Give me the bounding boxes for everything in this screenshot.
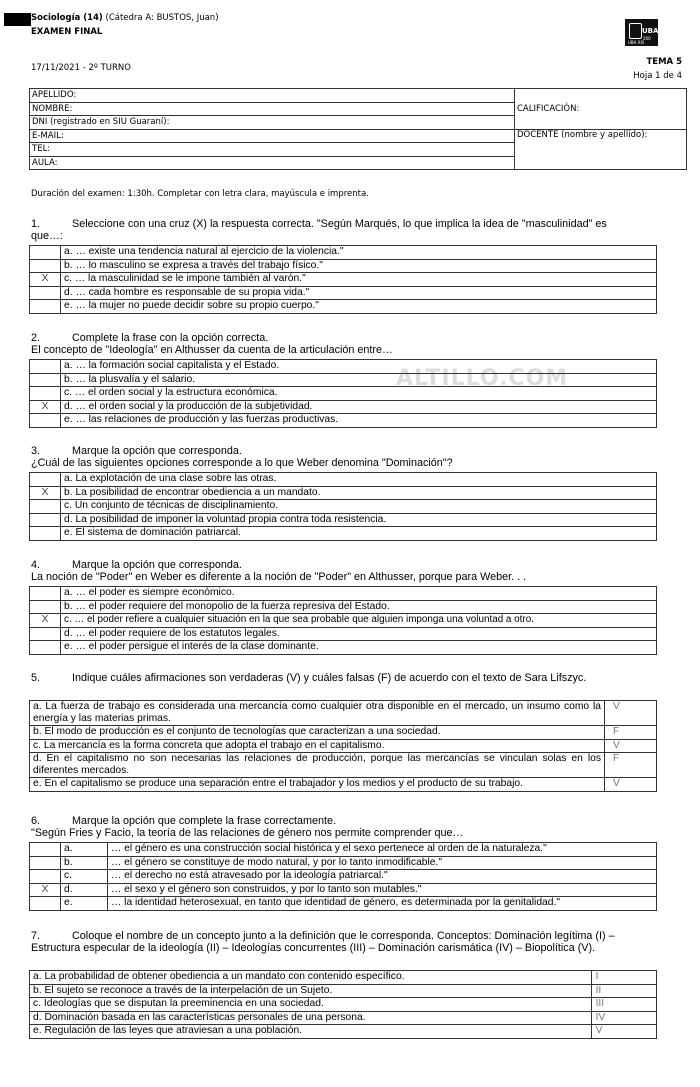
option-row[interactable] bbox=[30, 897, 657, 911]
option-row[interactable] bbox=[30, 883, 657, 897]
redacted-block bbox=[4, 13, 31, 26]
statement-row bbox=[30, 778, 657, 792]
true-false-answer[interactable]: F bbox=[605, 726, 657, 740]
logo-bottom: UBA XXI bbox=[628, 40, 645, 45]
option-letter: b. bbox=[61, 856, 108, 870]
option-letter: e. bbox=[61, 897, 108, 911]
uba-logo bbox=[625, 19, 658, 46]
question-number: 7. bbox=[31, 930, 41, 942]
q5-statements bbox=[29, 700, 657, 792]
statement-text: d. En el capitalismo no son necesarias las relaciones de producción, porque las mercancías se vinculan solas en los diferentes mercados. bbox=[30, 753, 605, 778]
option-letter: c. bbox=[61, 870, 108, 884]
q2-options bbox=[29, 359, 657, 428]
option-row[interactable] bbox=[30, 870, 657, 884]
answer-mark[interactable]: X bbox=[30, 273, 61, 287]
answer-mark[interactable] bbox=[30, 473, 61, 487]
option-text: d. … el poder requiere de los estatutos legales. bbox=[61, 627, 657, 641]
answer-mark[interactable]: X bbox=[30, 400, 61, 414]
option-row[interactable] bbox=[30, 286, 657, 300]
concept-answer[interactable]: II bbox=[591, 984, 656, 998]
question-7 bbox=[31, 930, 691, 954]
true-false-answer[interactable]: V bbox=[605, 739, 657, 753]
option-row[interactable] bbox=[30, 400, 657, 414]
apellido-field[interactable]: APELLIDO: bbox=[30, 89, 515, 103]
q4-options bbox=[29, 586, 657, 655]
statement-text: a. La fuerza de trabajo es considerada una mercancía como cualquier otra disponible en el mercado, un insumo como la energía y las materias primas. bbox=[30, 701, 605, 726]
definition-row bbox=[30, 984, 657, 998]
answer-mark[interactable] bbox=[30, 414, 61, 428]
option-row[interactable] bbox=[30, 486, 657, 500]
dni-field[interactable]: DNI (registrado en SIU Guaraní): bbox=[30, 116, 515, 130]
option-row[interactable] bbox=[30, 600, 657, 614]
exam-type: EXAMEN FINAL bbox=[31, 27, 103, 37]
option-row[interactable] bbox=[30, 843, 657, 857]
course-title bbox=[31, 13, 219, 23]
q1-options bbox=[29, 245, 657, 314]
question-4 bbox=[31, 559, 671, 583]
option-text: d. … el orden social y la producción de la subjetividad. bbox=[61, 400, 657, 414]
option-text: … la identidad heterosexual, en tanto que identidad de género, es determinada por la genitalidad." bbox=[108, 897, 657, 911]
logo-sub: 200 bbox=[643, 36, 651, 41]
answer-mark[interactable] bbox=[30, 300, 61, 314]
true-false-answer[interactable]: F bbox=[605, 753, 657, 778]
email-field[interactable]: E-MAIL: bbox=[30, 129, 515, 143]
option-text: b. La posibilidad de encontrar obediencia a un mandato. bbox=[61, 486, 657, 500]
definition-text: b. El sujeto se reconoce a través de la interpelación de un Sujeto. bbox=[30, 984, 592, 998]
option-text: … el derecho no está atravesado por la ideología patriarcal." bbox=[108, 870, 657, 884]
option-row[interactable] bbox=[30, 614, 657, 628]
option-row[interactable] bbox=[30, 500, 657, 514]
option-text: … el género es una construcción social histórica y el sexo pertenece al orden de la naturaleza." bbox=[108, 843, 657, 857]
option-row[interactable] bbox=[30, 373, 657, 387]
question-text: Complete la frase con la opción correcta. bbox=[72, 332, 269, 344]
option-text: c. … el orden social y la estructura económica. bbox=[61, 387, 657, 401]
answer-mark[interactable] bbox=[30, 897, 61, 911]
question-number: 6. bbox=[31, 815, 41, 827]
option-row[interactable] bbox=[30, 641, 657, 655]
question-text: Seleccione con una cruz (X) la respuesta correcta. "Según Marqués, lo que implica la idea de "masculinidad" es bbox=[72, 218, 607, 230]
question-text: Marque la opción que corresponda. bbox=[72, 445, 242, 457]
answer-mark[interactable] bbox=[30, 843, 61, 857]
concept-answer[interactable]: V bbox=[591, 1025, 656, 1039]
answer-mark[interactable] bbox=[30, 856, 61, 870]
option-row[interactable] bbox=[30, 856, 657, 870]
answer-mark[interactable]: X bbox=[30, 614, 61, 628]
exam-date: 17/11/2021 - 2º TURNO bbox=[31, 63, 131, 73]
option-row[interactable] bbox=[30, 513, 657, 527]
question-text-cont: "Según Fries y Facio, la teoría de las relaciones de género nos permite comprender que… bbox=[31, 827, 464, 839]
question-6 bbox=[31, 815, 671, 839]
page-count: Hoja 1 de 4 bbox=[633, 71, 682, 81]
question-number: 5. bbox=[31, 672, 41, 684]
statement-row bbox=[30, 753, 657, 778]
option-text: b. … la plusvalía y el salario. bbox=[61, 373, 657, 387]
question-text-cont: La noción de "Poder" en Weber es diferente a la noción de "Poder" en Althusser, porque para Weber. . . bbox=[31, 571, 527, 583]
option-text: c. Un conjunto de técnicas de disciplinamiento. bbox=[61, 500, 657, 514]
statement-text: b. El modo de producción es el conjunto de tecnologías que caracterizan a una sociedad. bbox=[30, 726, 605, 740]
option-row[interactable] bbox=[30, 587, 657, 601]
aula-field[interactable]: AULA: bbox=[30, 156, 515, 170]
tel-field[interactable]: TEL: bbox=[30, 143, 515, 157]
watermark: ALTILLO.COM bbox=[396, 366, 569, 391]
answer-mark[interactable] bbox=[30, 360, 61, 374]
option-letter: d. bbox=[61, 883, 108, 897]
docente-field[interactable]: DOCENTE (nombre y apellido): bbox=[515, 129, 687, 170]
catedra: (Cátedra A: BUSTOS, Juan) bbox=[105, 13, 219, 23]
exam-duration: Duración del examen: 1:30h. Completar con letra clara, mayúscula e imprenta. bbox=[31, 189, 369, 199]
option-row[interactable] bbox=[30, 273, 657, 287]
option-text: a. … la formación social capitalista y el Estado. bbox=[61, 360, 657, 374]
definition-text: d. Dominación basada en las características personales de una persona. bbox=[30, 1011, 592, 1025]
definition-text: e. Regulación de las leyes que atraviesan a una población. bbox=[30, 1025, 592, 1039]
concept-answer[interactable]: III bbox=[591, 998, 656, 1012]
answer-mark[interactable] bbox=[30, 527, 61, 541]
option-text: b. … el poder requiere del monopolio de la fuerza represiva del Estado. bbox=[61, 600, 657, 614]
question-text-cont: ¿Cuál de las siguientes opciones corresponde a lo que Weber denomina "Dominación"? bbox=[31, 457, 453, 469]
answer-mark[interactable] bbox=[30, 870, 61, 884]
answer-mark[interactable] bbox=[30, 259, 61, 273]
question-number: 4. bbox=[31, 559, 41, 571]
calificacion-field[interactable]: CALIFICACIÓN: bbox=[515, 89, 687, 130]
option-text: a. La explotación de una clase sobre las otras. bbox=[61, 473, 657, 487]
student-info-table bbox=[29, 88, 687, 170]
answer-mark[interactable] bbox=[30, 286, 61, 300]
statement-row bbox=[30, 701, 657, 726]
option-row[interactable] bbox=[30, 246, 657, 260]
course-name: Sociología (14) bbox=[31, 13, 103, 23]
concept-answer[interactable]: I bbox=[591, 971, 656, 985]
answer-mark[interactable] bbox=[30, 387, 61, 401]
question-text-cont: El concepto de "Ideología" en Althusser da cuenta de la articulación entre… bbox=[31, 344, 393, 356]
option-text: c. … el poder refiere a cualquier situación en la que sea probable que alguien imponga una voluntad a otro. bbox=[61, 614, 657, 628]
statement-text: e. En el capitalismo se produce una separación entre el trabajador y los medios y el producto de su trabajo. bbox=[30, 778, 605, 792]
option-text: d. … cada hombre es responsable de su propia vida." bbox=[61, 286, 657, 300]
nombre-field[interactable]: NOMBRE: bbox=[30, 102, 515, 116]
option-row[interactable] bbox=[30, 300, 657, 314]
option-text: e. … la mujer no puede decidir sobre su propio cuerpo." bbox=[61, 300, 657, 314]
question-3 bbox=[31, 445, 671, 469]
question-text: Marque la opción que complete la frase correctamente. bbox=[72, 815, 337, 827]
option-row[interactable] bbox=[30, 259, 657, 273]
statement-row bbox=[30, 739, 657, 753]
option-text: … el sexo y el género son construidos, y por lo tanto son mutables." bbox=[108, 883, 657, 897]
answer-mark[interactable] bbox=[30, 373, 61, 387]
option-text: e. El sistema de dominación patriarcal. bbox=[61, 527, 657, 541]
logo-mark-icon bbox=[629, 23, 642, 39]
option-text: b. … lo masculino se expresa a través del trabajo físico." bbox=[61, 259, 657, 273]
q6-options bbox=[29, 842, 657, 911]
question-5 bbox=[31, 672, 671, 684]
question-text: Coloque el nombre de un concepto junto a la definición que le corresponda. Conceptos: Dominación legítima (I) – bbox=[72, 930, 615, 942]
option-row[interactable] bbox=[30, 360, 657, 374]
answer-mark[interactable]: X bbox=[30, 486, 61, 500]
option-row[interactable] bbox=[30, 627, 657, 641]
option-row[interactable] bbox=[30, 473, 657, 487]
question-number: 3. bbox=[31, 445, 41, 457]
answer-mark[interactable] bbox=[30, 513, 61, 527]
definition-text: a. La probabilidad de obtener obediencia a un mandato con contenido específico. bbox=[30, 971, 592, 985]
statement-text: c. La mercancía es la forma concreta que adopta el trabajo en el capitalismo. bbox=[30, 739, 605, 753]
option-text: c. … la masculinidad se le impone también al varón." bbox=[61, 273, 657, 287]
option-text: a. … existe una tendencia natural al ejercicio de la violencia." bbox=[61, 246, 657, 260]
question-number: 1. bbox=[31, 218, 41, 230]
answer-mark[interactable] bbox=[30, 600, 61, 614]
question-text: Indique cuáles afirmaciones son verdaderas (V) y cuáles falsas (F) de acuerdo con el texto de Sara Lifszyc. bbox=[72, 672, 587, 684]
option-text: d. La posibilidad de imponer la voluntad propia contra toda resistencia. bbox=[61, 513, 657, 527]
answer-mark[interactable] bbox=[30, 627, 61, 641]
definition-row bbox=[30, 998, 657, 1012]
q3-options bbox=[29, 472, 657, 541]
option-text: … el género se constituye de modo natural, y por lo tanto inmodificable." bbox=[108, 856, 657, 870]
answer-mark[interactable] bbox=[30, 500, 61, 514]
definition-row bbox=[30, 1025, 657, 1039]
question-text: Marque la opción que corresponda. bbox=[72, 559, 242, 571]
true-false-answer[interactable]: V bbox=[605, 778, 657, 792]
tema-label: TEMA 5 bbox=[646, 57, 682, 67]
answer-mark[interactable] bbox=[30, 587, 61, 601]
option-row[interactable] bbox=[30, 414, 657, 428]
option-text: a. … el poder es siempre económico. bbox=[61, 587, 657, 601]
option-text: e. … el poder persigue el interés de la clase dominante. bbox=[61, 641, 657, 655]
answer-mark[interactable]: X bbox=[30, 883, 61, 897]
q7-definitions bbox=[29, 970, 657, 1039]
definition-row bbox=[30, 1011, 657, 1025]
option-text: e. … las relaciones de producción y las fuerzas productivas. bbox=[61, 414, 657, 428]
question-number: 2. bbox=[31, 332, 41, 344]
question-text-cont: Estructura especular de la ideología (II) – Ideologías concurrentes (III) – Dominación carismática (IV) – Biopolítica (V). bbox=[31, 942, 596, 954]
answer-mark[interactable] bbox=[30, 246, 61, 260]
definition-text: c. Ideologías que se disputan la preeminencia en una sociedad. bbox=[30, 998, 592, 1012]
question-2 bbox=[31, 332, 671, 356]
option-letter: a. bbox=[61, 843, 108, 857]
definition-row bbox=[30, 971, 657, 985]
question-text-cont: que…: bbox=[31, 230, 63, 242]
option-row[interactable] bbox=[30, 387, 657, 401]
concept-answer[interactable]: IV bbox=[591, 1011, 656, 1025]
statement-row bbox=[30, 726, 657, 740]
answer-mark[interactable] bbox=[30, 641, 61, 655]
option-row[interactable] bbox=[30, 527, 657, 541]
true-false-answer[interactable]: V bbox=[605, 701, 657, 726]
question-1 bbox=[31, 218, 671, 242]
logo-text: UBA bbox=[642, 27, 659, 35]
